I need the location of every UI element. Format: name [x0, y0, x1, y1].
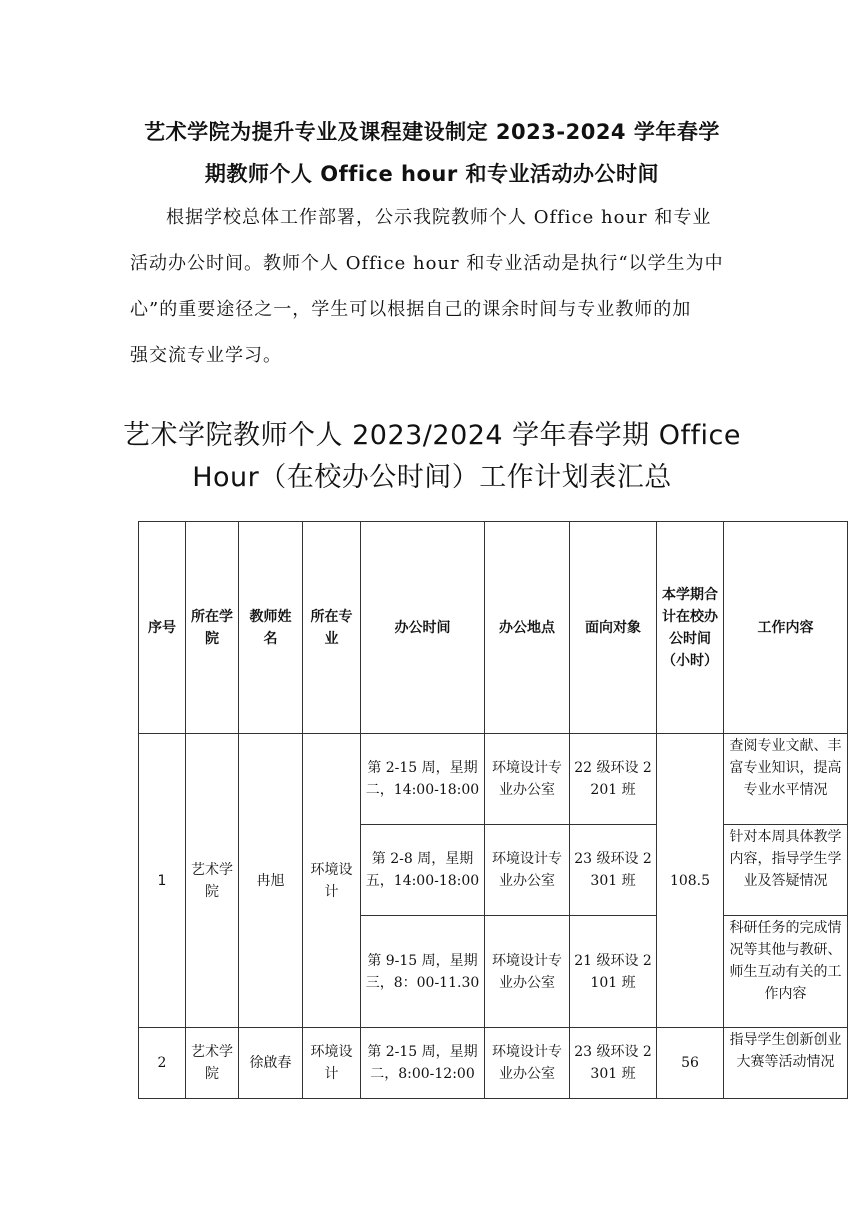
cell-place: 环境设计专业办公室	[485, 825, 570, 916]
cell-seq: 1	[139, 734, 186, 1028]
cell-time: 第 2-8 周，星期五，14:00-18:00	[361, 825, 485, 916]
table-title-line-1: 艺术学院教师个人 2023/2024 学年春学期 Office	[123, 420, 741, 451]
cell-major: 环境设计	[303, 734, 361, 1028]
header-teacher: 教师姓名	[239, 522, 303, 734]
cell-time: 第 2-15 周，星期二，14:00-18:00	[361, 734, 485, 825]
cell-hours: 56	[657, 1028, 724, 1099]
table-row	[139, 1028, 848, 1099]
cell-teacher: 徐啟春	[239, 1028, 303, 1099]
header-content: 工作内容	[724, 522, 848, 734]
cell-content: 指导学生创新创业大赛等活动情况	[724, 1028, 848, 1099]
notice-body-line: 活动办公时间。教师个人 Office hour 和专业活动是执行“以学生为中	[130, 253, 724, 274]
cell-content: 针对本周具体教学内容，指导学生学业及答疑情况	[724, 825, 848, 916]
cell-hours: 108.5	[657, 734, 724, 1028]
cell-target: 23 级环设 2301 班	[570, 825, 657, 916]
cell-content: 科研任务的完成情况等其他与教研、师生互动有关的工作内容	[724, 916, 848, 1028]
cell-content: 查阅专业文献、丰富专业知识，提高专业水平情况	[724, 734, 848, 825]
cell-college: 艺术学院	[186, 1028, 239, 1099]
cell-time: 第 9-15 周，星期三，8：00-11.30	[361, 916, 485, 1028]
cell-teacher: 冉旭	[239, 734, 303, 1028]
header-hours: 本学期合计在校办公时间（小时）	[657, 522, 724, 734]
cell-place: 环境设计专业办公室	[485, 1028, 570, 1099]
header-college: 所在学院	[186, 522, 239, 734]
cell-time: 第 2-15 周，星期二，8:00-12:00	[361, 1028, 485, 1099]
notice-body-line: 心”的重要途径之一，学生可以根据自己的课余时间与专业教师的加	[130, 299, 692, 320]
cell-major: 环境设计	[303, 1028, 361, 1099]
notice-title-line-1: 艺术学院为提升专业及课程建设制定 2023-2024 学年春学	[144, 120, 720, 144]
cell-target: 21 级环设 2101 班	[570, 916, 657, 1028]
cell-seq: 2	[139, 1028, 186, 1099]
cell-college: 艺术学院	[186, 734, 239, 1028]
notice-title-line-2: 期教师个人 Office hour 和专业活动办公时间	[204, 162, 660, 186]
cell-place: 环境设计专业办公室	[485, 916, 570, 1028]
office-hour-table	[138, 521, 848, 1099]
header-major: 所在专业	[303, 522, 361, 734]
header-seq: 序号	[139, 522, 186, 734]
notice-body-line: 根据学校总体工作部署，公示我院教师个人 Office hour 和专业	[166, 207, 712, 228]
cell-target: 23 级环设 2301 班	[570, 1028, 657, 1099]
cell-place: 环境设计专业办公室	[485, 734, 570, 825]
table-title-line-2: Hour（在校办公时间）工作计划表汇总	[192, 462, 672, 493]
table-header-row	[139, 522, 848, 734]
header-place: 办公地点	[485, 522, 570, 734]
notice-body-line: 强交流专业学习。	[130, 345, 282, 366]
header-time: 办公时间	[361, 522, 485, 734]
notice-body	[130, 195, 745, 379]
cell-target: 22 级环设 2201 班	[570, 734, 657, 825]
table-row	[139, 734, 848, 825]
header-target: 面向对象	[570, 522, 657, 734]
